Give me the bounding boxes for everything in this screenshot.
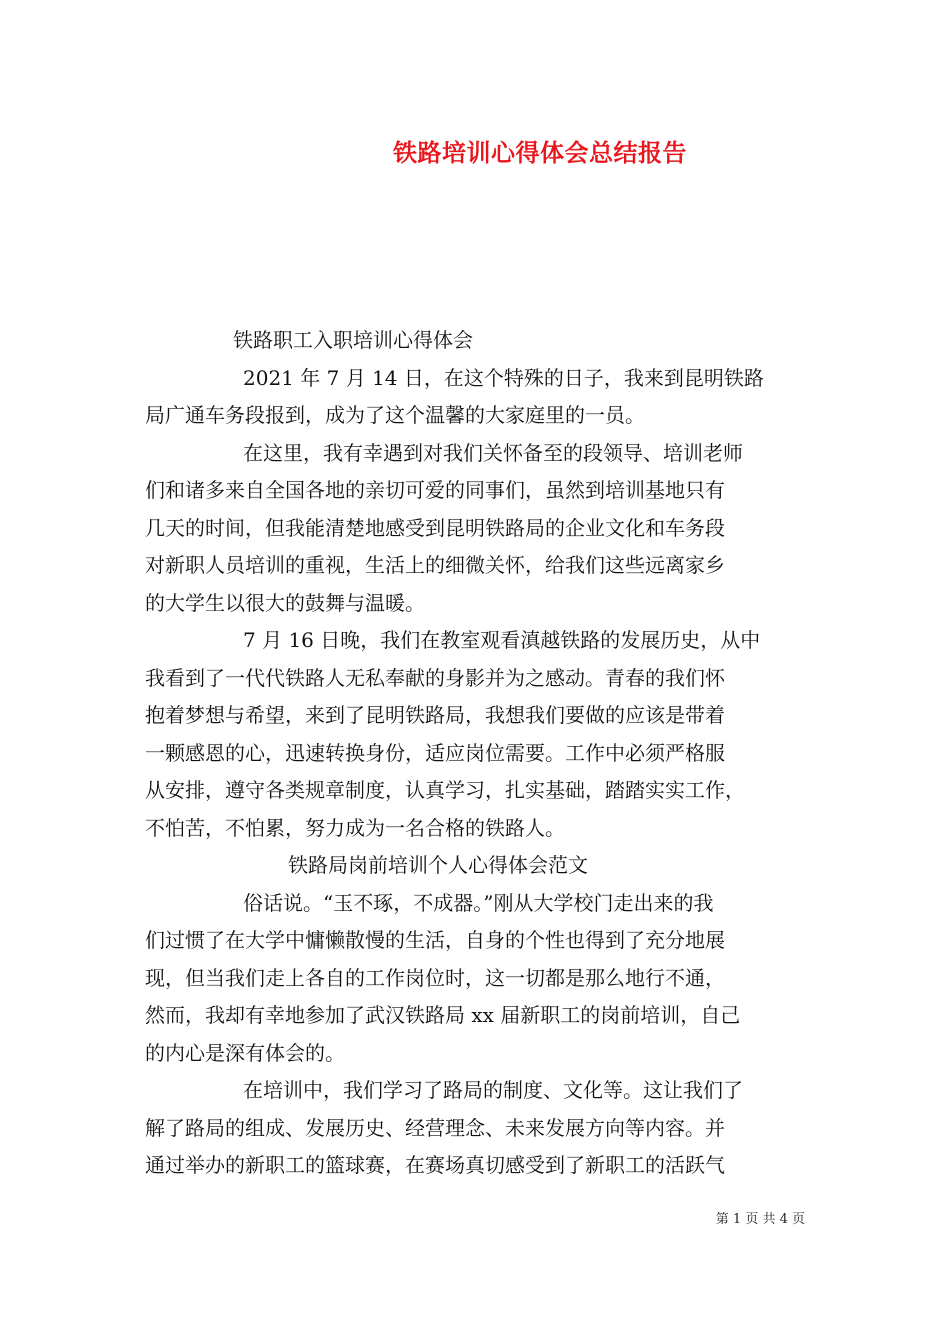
paragraph-line: 俗话说。“玉不琢，不成器。”刚从大学校门走出来的我 (243, 890, 714, 915)
paragraph-line: 对新职人员培训的重视，生活上的细微关怀，给我们这些远离家乡 (145, 553, 725, 577)
paragraph-line: 们过惯了在大学中慵懒散慢的生活，自身的个性也得到了充分地展 (145, 928, 725, 952)
paragraph-line: 7 月 16 日晚，我们在教室观看滇越铁路的发展历史，从中 (243, 628, 761, 652)
paragraph-line: 几天的时间，但我能清楚地感受到昆明铁路局的企业文化和车务段 (145, 515, 725, 540)
document-title: 铁路培训心得体会总结报告 (393, 138, 687, 167)
paragraph-line: 不怕苦，不怕累，努力成为一名合格的铁路人。 (145, 815, 565, 840)
section-heading: 铁路局岗前培训个人心得体会范文 (288, 853, 588, 877)
paragraph-line: 然而，我却有幸地参加了武汉铁路局 xx 届新职工的岗前培训，自己 (145, 1003, 741, 1027)
paragraph-line: 一颗感恩的心，迅速转换身份，适应岗位需要。工作中必须严格服 (145, 740, 725, 765)
paragraph-line: 们和诸多来自全国各地的亲切可爱的同事们，虽然到培训基地只有 (145, 478, 725, 502)
paragraph-line: 在培训中，我们学习了路局的制度、文化等。这让我们了 (243, 1078, 743, 1102)
paragraph-line: 的内心是深有体会的。 (145, 1040, 345, 1065)
page-number: 第 1 页 共 4 页 (715, 1212, 805, 1227)
paragraph-line: 的大学生以很大的鼓舞与温暖。 (145, 590, 425, 615)
paragraph-line: 局广通车务段报到，成为了这个温馨的大家庭里的一员。 (145, 403, 645, 427)
paragraph-line: 我看到了一代代铁路人无私奉献的身影并为之感动。青春的我们怀 (145, 665, 725, 690)
paragraph-line: 抱着梦想与希望，来到了昆明铁路局，我想我们要做的应该是带着 (145, 703, 725, 727)
paragraph-line: 现，但当我们走上各自的工作岗位时，这一切都是那么地行不通， (145, 965, 725, 990)
paragraph-line: 通过举办的新职工的篮球赛，在赛场真切感受到了新职工的活跃气 (145, 1153, 725, 1177)
section-heading: 铁路职工入职培训心得体会 (233, 328, 473, 352)
paragraph-line: 从安排，遵守各类规章制度，认真学习，扎实基础，踏踏实实工作， (145, 778, 745, 802)
paragraph-line: 解了路局的组成、发展历史、经营理念、未来发展方向等内容。并 (145, 1115, 725, 1140)
document-body (145, 322, 825, 1185)
paragraph-line: 2021 年 7 月 14 日，在这个特殊的日子，我来到昆明铁路 (243, 365, 764, 390)
paragraph-line: 在这里，我有幸遇到对我们关怀备至的段领导、培训老师 (243, 440, 743, 465)
